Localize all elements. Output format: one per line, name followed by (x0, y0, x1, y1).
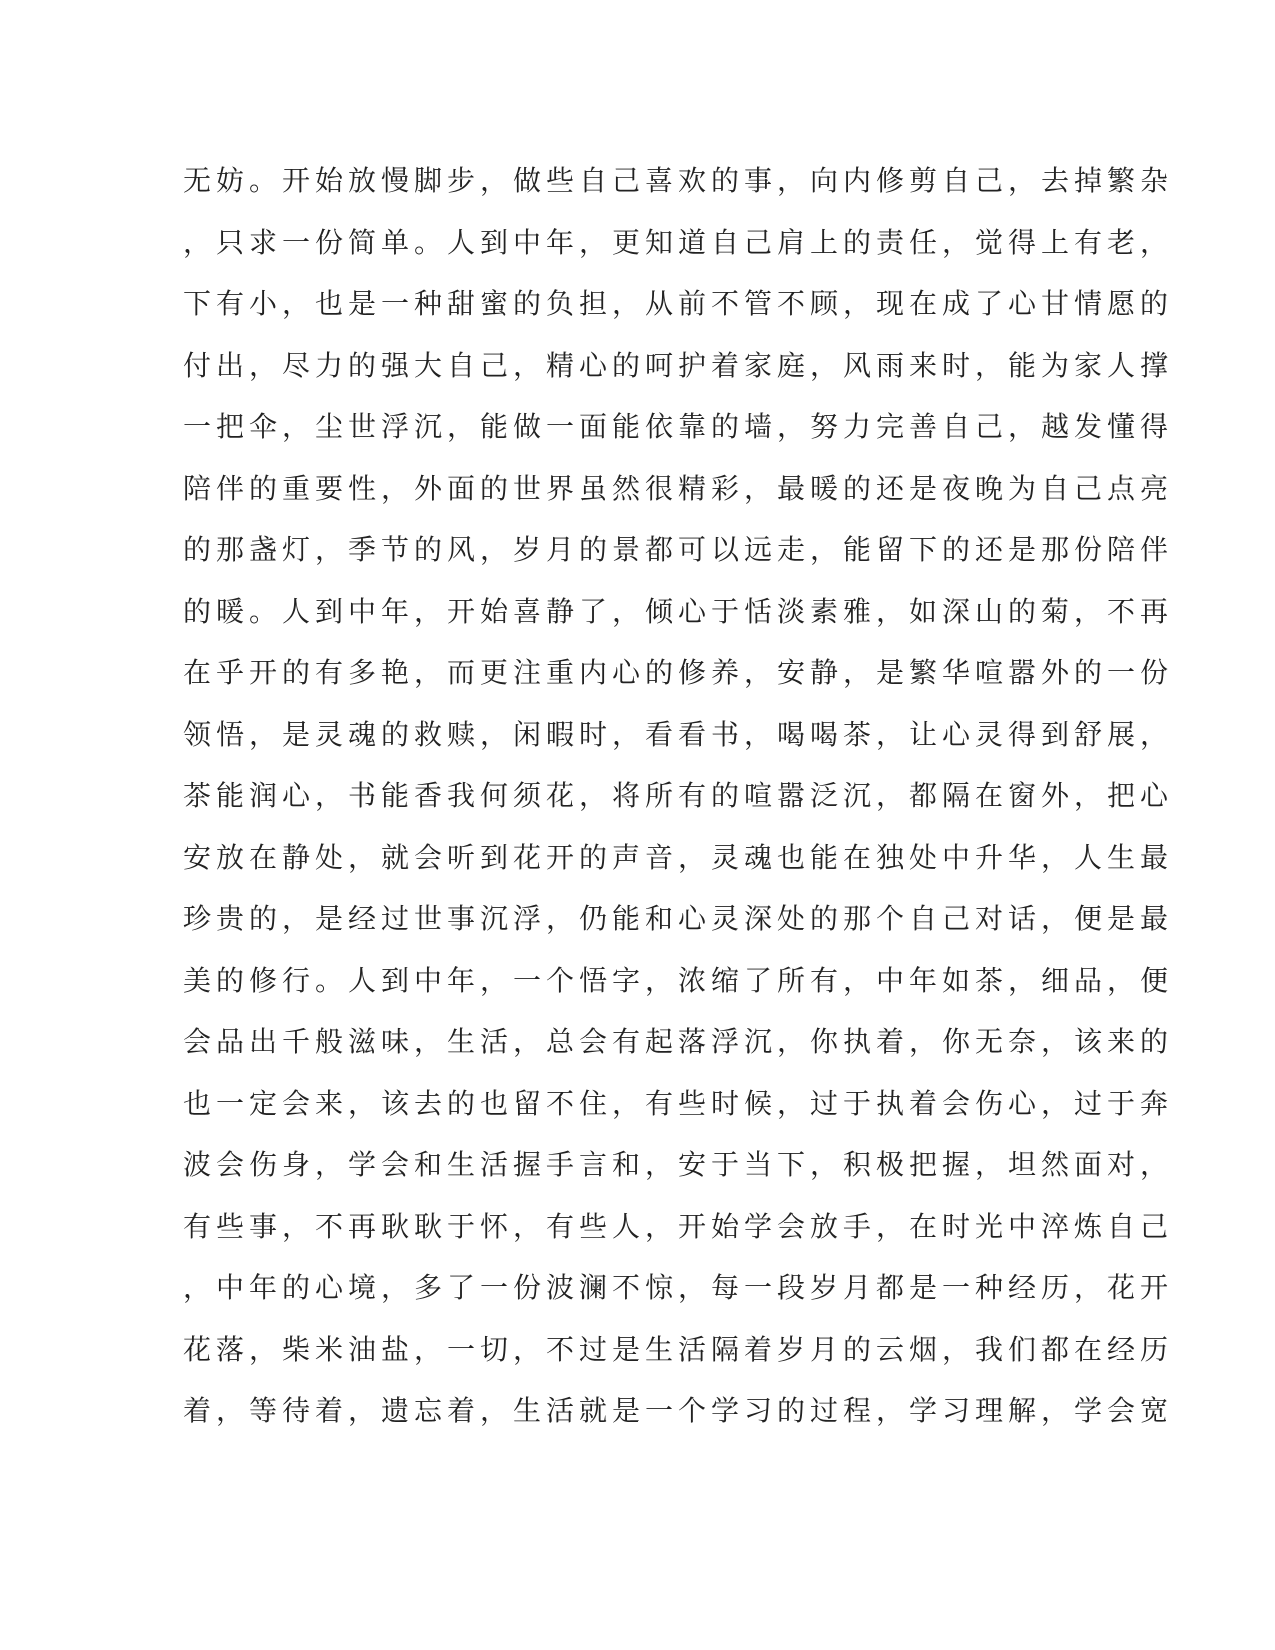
text-line: 一把伞，尘世浮沉，能做一面能依靠的墙，努力完善自己，越发懂得 (183, 410, 1174, 443)
text-line: 的暖。人到中年，开始喜静了，倾心于恬淡素雅，如深山的菊，不再 (183, 594, 1174, 628)
text-line: ，只求一份简单。人到中年，更知道自己肩上的责任，觉得上有老， (183, 225, 1174, 259)
text-line: 陪伴的重要性，外面的世界虽然很精彩，最暖的还是夜晚为自己点亮 (183, 471, 1174, 505)
text-line: ，中年的心境，多了一份波澜不惊，每一段岁月都是一种经历，花开 (183, 1271, 1174, 1304)
text-line: 会品出千般滋味，生活，总会有起落浮沉，你执着，你无奈，该来的 (183, 1025, 1174, 1058)
text-line: 无妨。开始放慢脚步，做些自己喜欢的事，向内修剪自己，去掉繁杂 (183, 164, 1174, 197)
text-line: 着，等待着，遗忘着，生活就是一个学习的过程，学习理解，学会宽 (183, 1394, 1174, 1427)
text-line: 茶能润心，书能香我何须花，将所有的喧嚣泛沉，都隔在窗外，把心 (183, 779, 1174, 812)
text-line: 也一定会来，该去的也留不住，有些时候，过于执着会伤心，过于奔 (183, 1086, 1174, 1120)
text-line: 的那盏灯，季节的风，岁月的景都可以远走，能留下的还是那份陪伴 (183, 533, 1174, 566)
text-line: 下有小，也是一种甜蜜的负担，从前不管不顾，现在成了心甘情愿的 (183, 287, 1174, 320)
text-line: 领悟，是灵魂的救赎，闲暇时，看看书，喝喝茶，让心灵得到舒展， (183, 717, 1174, 751)
text-line: 有些事，不再耿耿于怀，有些人，开始学会放手，在时光中淬炼自己 (183, 1209, 1174, 1243)
body-text (183, 160, 1174, 1452)
text-line: 花落，柴米油盐，一切，不过是生活隔着岁月的云烟，我们都在经历 (183, 1332, 1174, 1366)
text-line: 美的修行。人到中年，一个悟字，浓缩了所有，中年如茶，细品，便 (183, 963, 1174, 997)
text-line: 珍贵的，是经过世事沉浮，仍能和心灵深处的那个自己对话，便是最 (183, 902, 1174, 935)
text-line: 波会伤身，学会和生活握手言和，安于当下，积极把握，坦然面对， (183, 1148, 1174, 1181)
text-line: 付出，尽力的强大自己，精心的呵护着家庭，风雨来时，能为家人撑 (183, 348, 1174, 382)
text-line: 安放在静处，就会听到花开的声音，灵魂也能在独处中升华，人生最 (183, 840, 1174, 874)
text-line: 在乎开的有多艳，而更注重内心的修养，安静，是繁华喧嚣外的一份 (183, 656, 1174, 689)
